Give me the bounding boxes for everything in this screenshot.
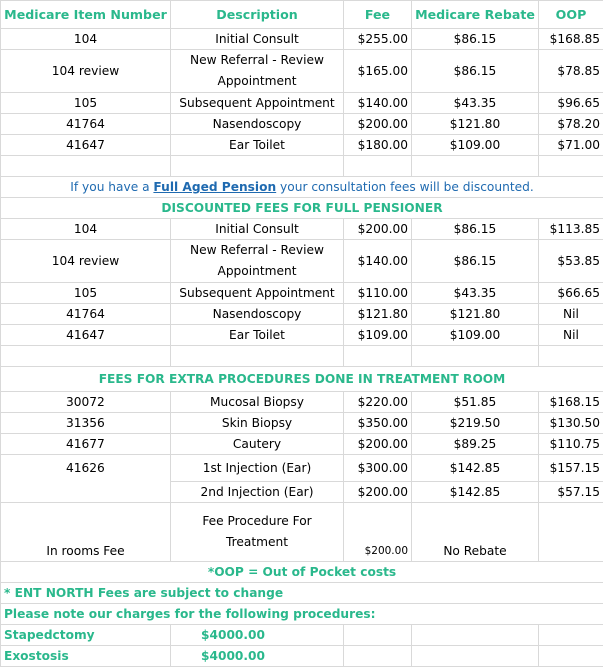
- item-number: 105: [1, 283, 171, 304]
- description: Initial Consult: [171, 29, 344, 50]
- table-row: [1, 240, 603, 283]
- pension-note-after: your consultation fees will be discounted.: [276, 180, 534, 194]
- table-row: [1, 135, 603, 156]
- description: Nasendoscopy: [171, 304, 344, 325]
- item-number: In rooms Fee: [1, 503, 171, 562]
- description: Cautery: [171, 434, 344, 455]
- description: Initial Consult: [171, 219, 344, 240]
- rebate: $109.00: [412, 135, 539, 156]
- header-item-number: Medicare Item Number: [1, 1, 171, 29]
- oop: $168.85: [539, 29, 603, 50]
- description: 1st Injection (Ear): [171, 455, 344, 482]
- description: Subsequent Appointment: [171, 93, 344, 114]
- item-number: 30072: [1, 392, 171, 413]
- pension-note-row: [1, 177, 603, 198]
- fee: $350.00: [344, 413, 412, 434]
- rebate: $109.00: [412, 325, 539, 346]
- procedure-fee: $4000.00: [171, 625, 344, 646]
- oop: $78.85: [539, 50, 603, 93]
- charges-note: Please note our charges for the following procedures:: [1, 604, 603, 625]
- oop: $78.20: [539, 114, 603, 135]
- rebate: $89.25: [412, 434, 539, 455]
- rebate: $86.15: [412, 50, 539, 93]
- fee: $200.00: [344, 219, 412, 240]
- table-row: [1, 219, 603, 240]
- table-row: [1, 455, 603, 482]
- extra-procedures-title: FEES FOR EXTRA PROCEDURES DONE IN TREATMENT ROOM: [1, 367, 603, 392]
- change-note-row: [1, 583, 603, 604]
- oop: Nil: [539, 304, 603, 325]
- table-row: [1, 283, 603, 304]
- pensioner-title-row: [1, 198, 603, 219]
- description: Ear Toilet: [171, 135, 344, 156]
- rebate: $43.35: [412, 93, 539, 114]
- oop: $57.15: [539, 482, 603, 503]
- rebate: $219.50: [412, 413, 539, 434]
- item-number: 41647: [1, 135, 171, 156]
- item-number: 41677: [1, 434, 171, 455]
- item-number: 31356: [1, 413, 171, 434]
- item-number: 104: [1, 29, 171, 50]
- oop: $53.85: [539, 240, 603, 283]
- description: Fee Procedure For Treatment: [171, 503, 344, 562]
- fee: $121.80: [344, 304, 412, 325]
- description: Nasendoscopy: [171, 114, 344, 135]
- table-row: [1, 304, 603, 325]
- rebate: $43.35: [412, 283, 539, 304]
- fee: $109.00: [344, 325, 412, 346]
- pension-note: [1, 177, 603, 198]
- item-number: 104: [1, 219, 171, 240]
- oop: $113.85: [539, 219, 603, 240]
- description: Skin Biopsy: [171, 413, 344, 434]
- item-number: 41626: [1, 455, 171, 503]
- oop: [539, 503, 603, 562]
- description: 2nd Injection (Ear): [171, 482, 344, 503]
- header-description: Description: [171, 1, 344, 29]
- procedure-name: Exostosis: [1, 646, 171, 667]
- fee: $180.00: [344, 135, 412, 156]
- rebate: $121.80: [412, 304, 539, 325]
- rebate: $142.85: [412, 482, 539, 503]
- table-row: [1, 392, 603, 413]
- header-medicare-rebate: Medicare Rebate: [412, 1, 539, 29]
- item-number: 41647: [1, 325, 171, 346]
- table-row: [1, 29, 603, 50]
- item-number: 104 review: [1, 240, 171, 283]
- table-row: [1, 50, 603, 93]
- oop: $71.00: [539, 135, 603, 156]
- oop-definition: *OOP = Out of Pocket costs: [1, 562, 603, 583]
- item-number: 41764: [1, 114, 171, 135]
- table-row: [1, 325, 603, 346]
- item-number: 41764: [1, 304, 171, 325]
- fee: $140.00: [344, 93, 412, 114]
- procedure-name: Stapedctomy: [1, 625, 171, 646]
- fee: $200.00: [344, 114, 412, 135]
- fee: $200.00: [344, 503, 412, 562]
- table-row: [1, 503, 603, 562]
- description: Subsequent Appointment: [171, 283, 344, 304]
- procedure-fee: $4000.00: [171, 646, 344, 667]
- pensioner-section-title: DISCOUNTED FEES FOR FULL PENSIONER: [1, 198, 603, 219]
- oop: $130.50: [539, 413, 603, 434]
- oop: $157.15: [539, 455, 603, 482]
- fee: $220.00: [344, 392, 412, 413]
- procedure-row: [1, 646, 603, 667]
- rebate: No Rebate: [412, 503, 539, 562]
- spacer-row: [1, 156, 603, 177]
- procedure-row: [1, 625, 603, 646]
- charges-note-row: [1, 604, 603, 625]
- rebate: $86.15: [412, 219, 539, 240]
- table-row: [1, 413, 603, 434]
- header-row: [1, 1, 603, 29]
- oop: $96.65: [539, 93, 603, 114]
- rebate: $51.85: [412, 392, 539, 413]
- full-aged-pension-link[interactable]: Full Aged Pension: [153, 180, 276, 194]
- table-row: [1, 93, 603, 114]
- rebate: $142.85: [412, 455, 539, 482]
- rebate: $86.15: [412, 29, 539, 50]
- description: New Referral - Review Appointment: [171, 240, 344, 283]
- description: Mucosal Biopsy: [171, 392, 344, 413]
- extra-title-row: [1, 367, 603, 392]
- fee: $200.00: [344, 482, 412, 503]
- oop: Nil: [539, 325, 603, 346]
- fees-change-note: * ENT NORTH Fees are subject to change: [1, 583, 603, 604]
- oop: $66.65: [539, 283, 603, 304]
- description: Ear Toilet: [171, 325, 344, 346]
- table-row: [1, 434, 603, 455]
- fee: $110.00: [344, 283, 412, 304]
- fee: $165.00: [344, 50, 412, 93]
- fee: $255.00: [344, 29, 412, 50]
- header-fee: Fee: [344, 1, 412, 29]
- pension-note-before: If you have a: [70, 180, 153, 194]
- table-row: [1, 114, 603, 135]
- oop: $110.75: [539, 434, 603, 455]
- header-oop: OOP: [539, 1, 603, 29]
- fee: $200.00: [344, 434, 412, 455]
- spacer-row: [1, 346, 603, 367]
- item-number: 104 review: [1, 50, 171, 93]
- fee: $300.00: [344, 455, 412, 482]
- fee: $140.00: [344, 240, 412, 283]
- rebate: $121.80: [412, 114, 539, 135]
- oop: $168.15: [539, 392, 603, 413]
- rebate: $86.15: [412, 240, 539, 283]
- oop-definition-row: [1, 562, 603, 583]
- description: New Referral - Review Appointment: [171, 50, 344, 93]
- item-number: 105: [1, 93, 171, 114]
